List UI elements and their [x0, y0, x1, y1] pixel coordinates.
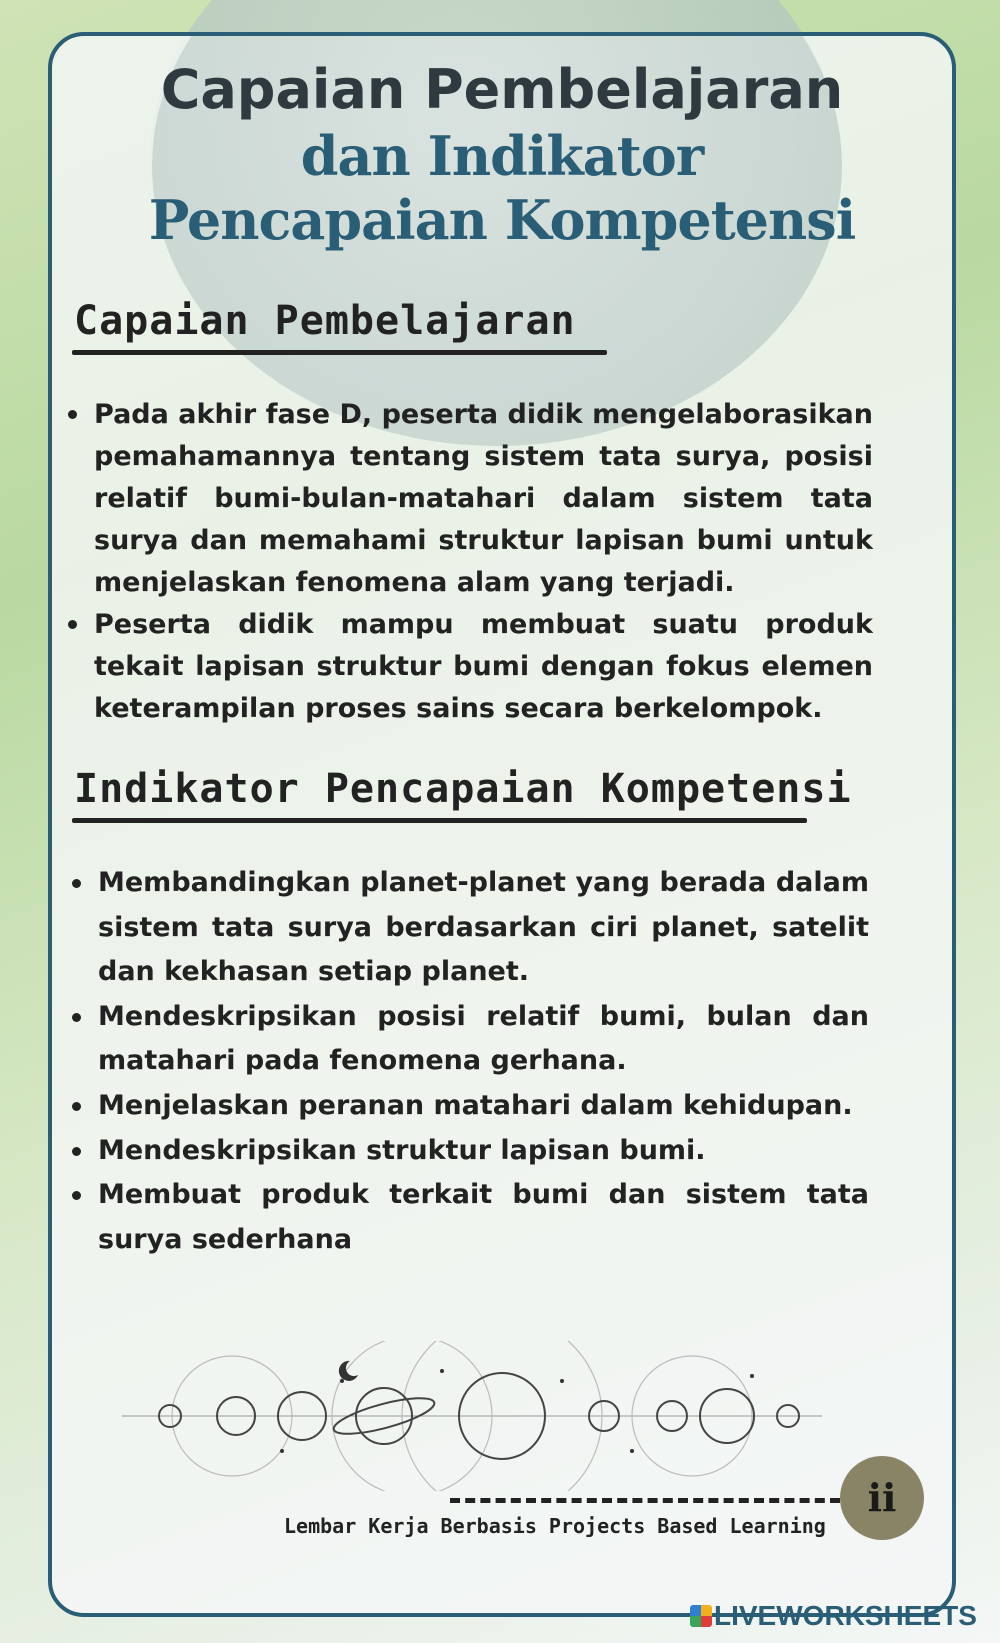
content-card — [48, 32, 956, 1617]
list-item: Membuat produk terkait bumi dan sistem tata surya sederhana — [72, 1173, 869, 1262]
indikator-list — [72, 861, 869, 1262]
heading-underline — [72, 350, 607, 355]
footer-dashes — [450, 1498, 840, 1503]
heading-underline — [72, 818, 807, 823]
title-line-2: dan Indikator — [300, 124, 704, 188]
list-item: Membandingkan planet-planet yang berada dalam sistem tata surya berdasarkan ciri planet, satelit dan kekhasan setiap planet. — [72, 861, 869, 995]
heading-capaian: Capaian Pembelajaran — [74, 298, 576, 344]
solar-system-illustration — [112, 1341, 832, 1491]
watermark-text: LIVEWORKSHEETS — [714, 1600, 977, 1631]
capaian-list — [68, 394, 873, 730]
list-item: Menjelaskan peranan matahari dalam kehidupan. — [72, 1084, 869, 1129]
liveworksheets-logo-icon — [690, 1605, 712, 1627]
heading-indikator: Indikator Pencapaian Kompetensi — [74, 766, 852, 812]
list-item: Pada akhir fase D, peserta didik mengelaborasikan pemahamannya tentang sistem tata surya, posisi relatif bumi-bulan-matahari dalam sistem tata surya dan memahami struktur lapisan bumi untuk menjelaskan fenomena alam yang terjadi. — [68, 394, 873, 604]
footer-subtitle: Lembar Kerja Berbasis Projects Based Learning — [284, 1514, 826, 1538]
list-item: Mendeskripsikan posisi relatif bumi, bulan dan matahari pada fenomena gerhana. — [72, 995, 869, 1084]
list-item: Peserta didik mampu membuat suatu produk tekait lapisan struktur bumi dengan fokus elemen keterampilan proses sains secara berkelompok. — [68, 604, 873, 730]
liveworksheets-watermark — [690, 1600, 977, 1632]
list-item: Mendeskripsikan struktur lapisan bumi. — [72, 1129, 869, 1174]
title-line-3: Pencapaian Kompetensi — [148, 188, 856, 252]
title-line-1: Capaian Pembelajaran — [160, 58, 844, 121]
page-number-badge: ii — [840, 1456, 924, 1540]
